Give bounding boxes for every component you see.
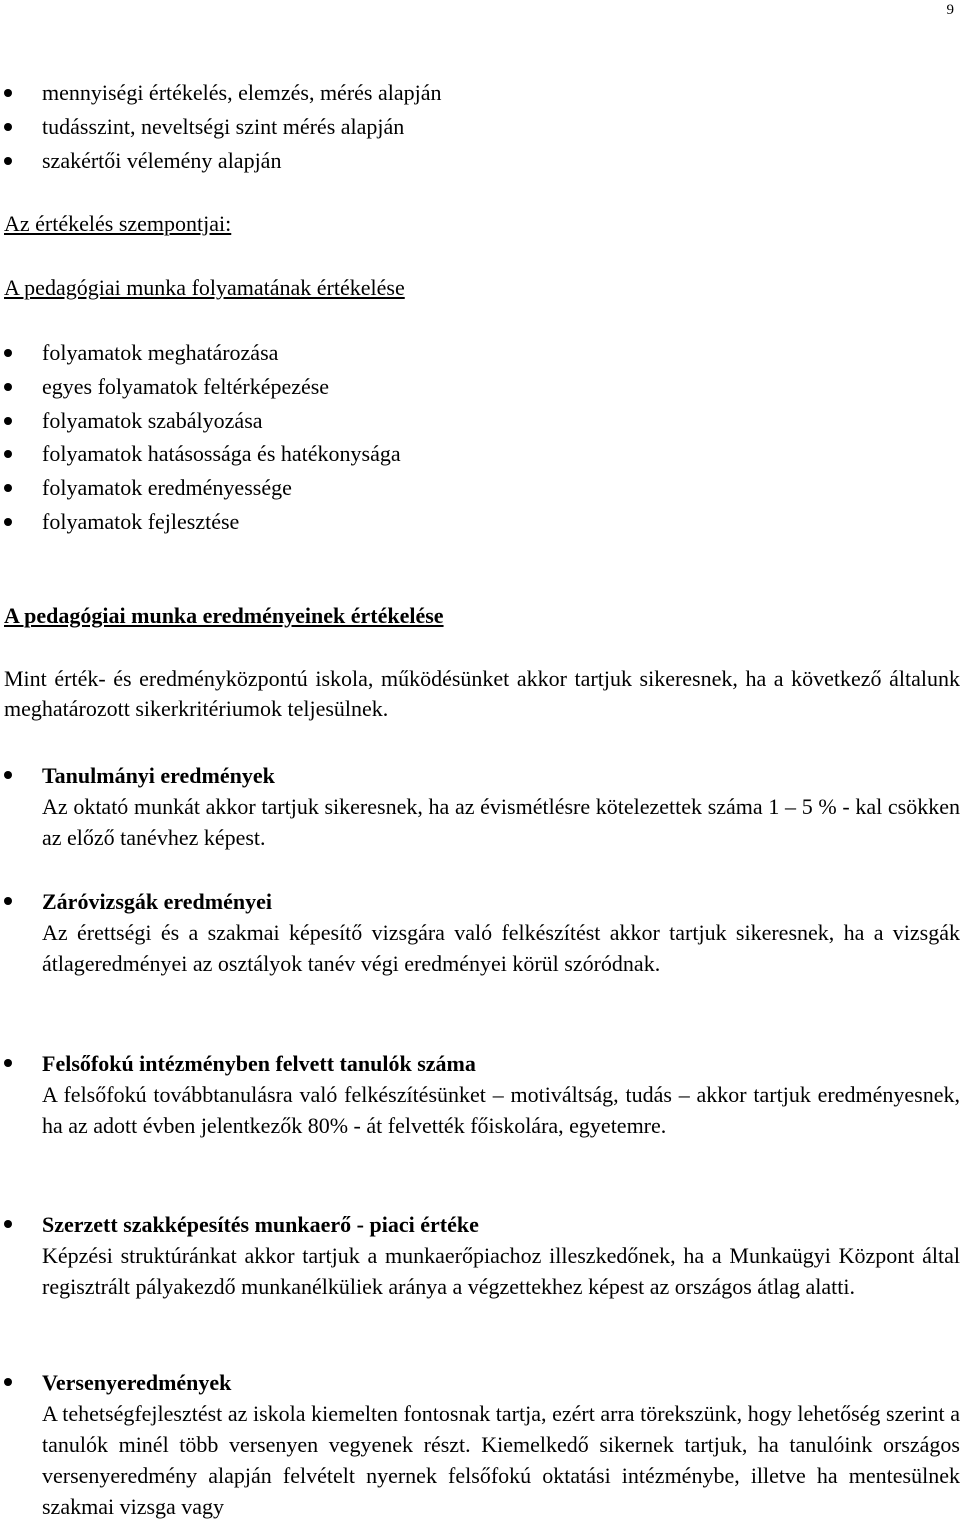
criterion-title: Tanulmányi eredmények <box>42 763 275 788</box>
list-item: tudásszint, neveltségi szint mérés alapján <box>0 110 960 144</box>
list-item: folyamatok eredményessége <box>0 471 960 505</box>
list-item: egyes folyamatok feltérképezése <box>0 370 960 404</box>
intro-list <box>0 76 960 177</box>
criterion-text: Az oktató munkát akkor tartjuk sikeresnek, ha az évismétlésre kötelezettek száma 1 – 5 % - kal csökken az előző tanévhez képest. <box>42 794 960 850</box>
criterion-block <box>0 1209 960 1302</box>
process-heading: A pedagógiai munka folyamatának értékelése <box>4 275 405 300</box>
results-heading: A pedagógiai munka eredményeinek értékelése <box>4 603 444 628</box>
criterion-title: Felsőfokú intézményben felvett tanulók száma <box>42 1051 476 1076</box>
criterion-text: Képzési struktúránkat akkor tartjuk a munkaerőpiachoz illeszkedőnek, ha a Munkaügyi Központ által regisztrált pályakezdő munkanélküliek aránya a végzettekhez képest az országos átlag alatti. <box>42 1243 960 1299</box>
process-list <box>0 336 960 539</box>
results-intro: Mint érték- és eredményközpontú iskola, működésünket akkor tartjuk sikeresnek, ha a következő általunk meghatározott sikerkritériumok teljesülnek. <box>4 666 960 721</box>
list-item: szakértői vélemény alapján <box>0 144 960 178</box>
list-item: folyamatok meghatározása <box>0 336 960 370</box>
criterion-title: Versenyeredmények <box>42 1370 232 1395</box>
criterion-title: Záróvizsgák eredményei <box>42 889 272 914</box>
criterion-block <box>0 886 960 979</box>
list-item: folyamatok fejlesztése <box>0 505 960 539</box>
criterion-text: Az érettségi és a szakmai képesítő vizsgára való felkészítést akkor tartjuk sikeresnek, ha a vizsgák átlageredményei az osztályok tanév végi eredményei körül szóródnak. <box>42 920 960 976</box>
criterion-block <box>0 760 960 853</box>
criteria-heading: Az értékelés szempontjai: <box>4 211 232 236</box>
page-number: 9 <box>946 2 954 18</box>
criterion-title: Szerzett szakképesítés munkaerő - piaci értéke <box>42 1212 479 1237</box>
criterion-text: A tehetségfejlesztést az iskola kiemelten fontosnak tartja, ezért arra törekszünk, hogy lehetőség szerint a tanulók minél több versenyen vegyenek részt. Kiemelkedő sikernek tartjuk, ha tanulóink országos versenyeredmény alapján felvételt nyernek felsőfokú oktatási intézménybe, illetve ha mentesülnek szakmai vizsga vagy <box>42 1401 960 1519</box>
criterion-block <box>0 1048 960 1141</box>
criterion-block <box>0 1367 960 1522</box>
list-item: folyamatok hatásossága és hatékonysága <box>0 437 960 471</box>
list-item: mennyiségi értékelés, elemzés, mérés alapján <box>0 76 960 110</box>
list-item: folyamatok szabályozása <box>0 404 960 438</box>
criterion-text: A felsőfokú továbbtanulásra való felkészítésünket – motiváltság, tudás – akkor tartjuk eredményesnek, ha az adott évben jelentkezők 80% - át felvették főiskolára, egyetemre. <box>42 1082 960 1138</box>
